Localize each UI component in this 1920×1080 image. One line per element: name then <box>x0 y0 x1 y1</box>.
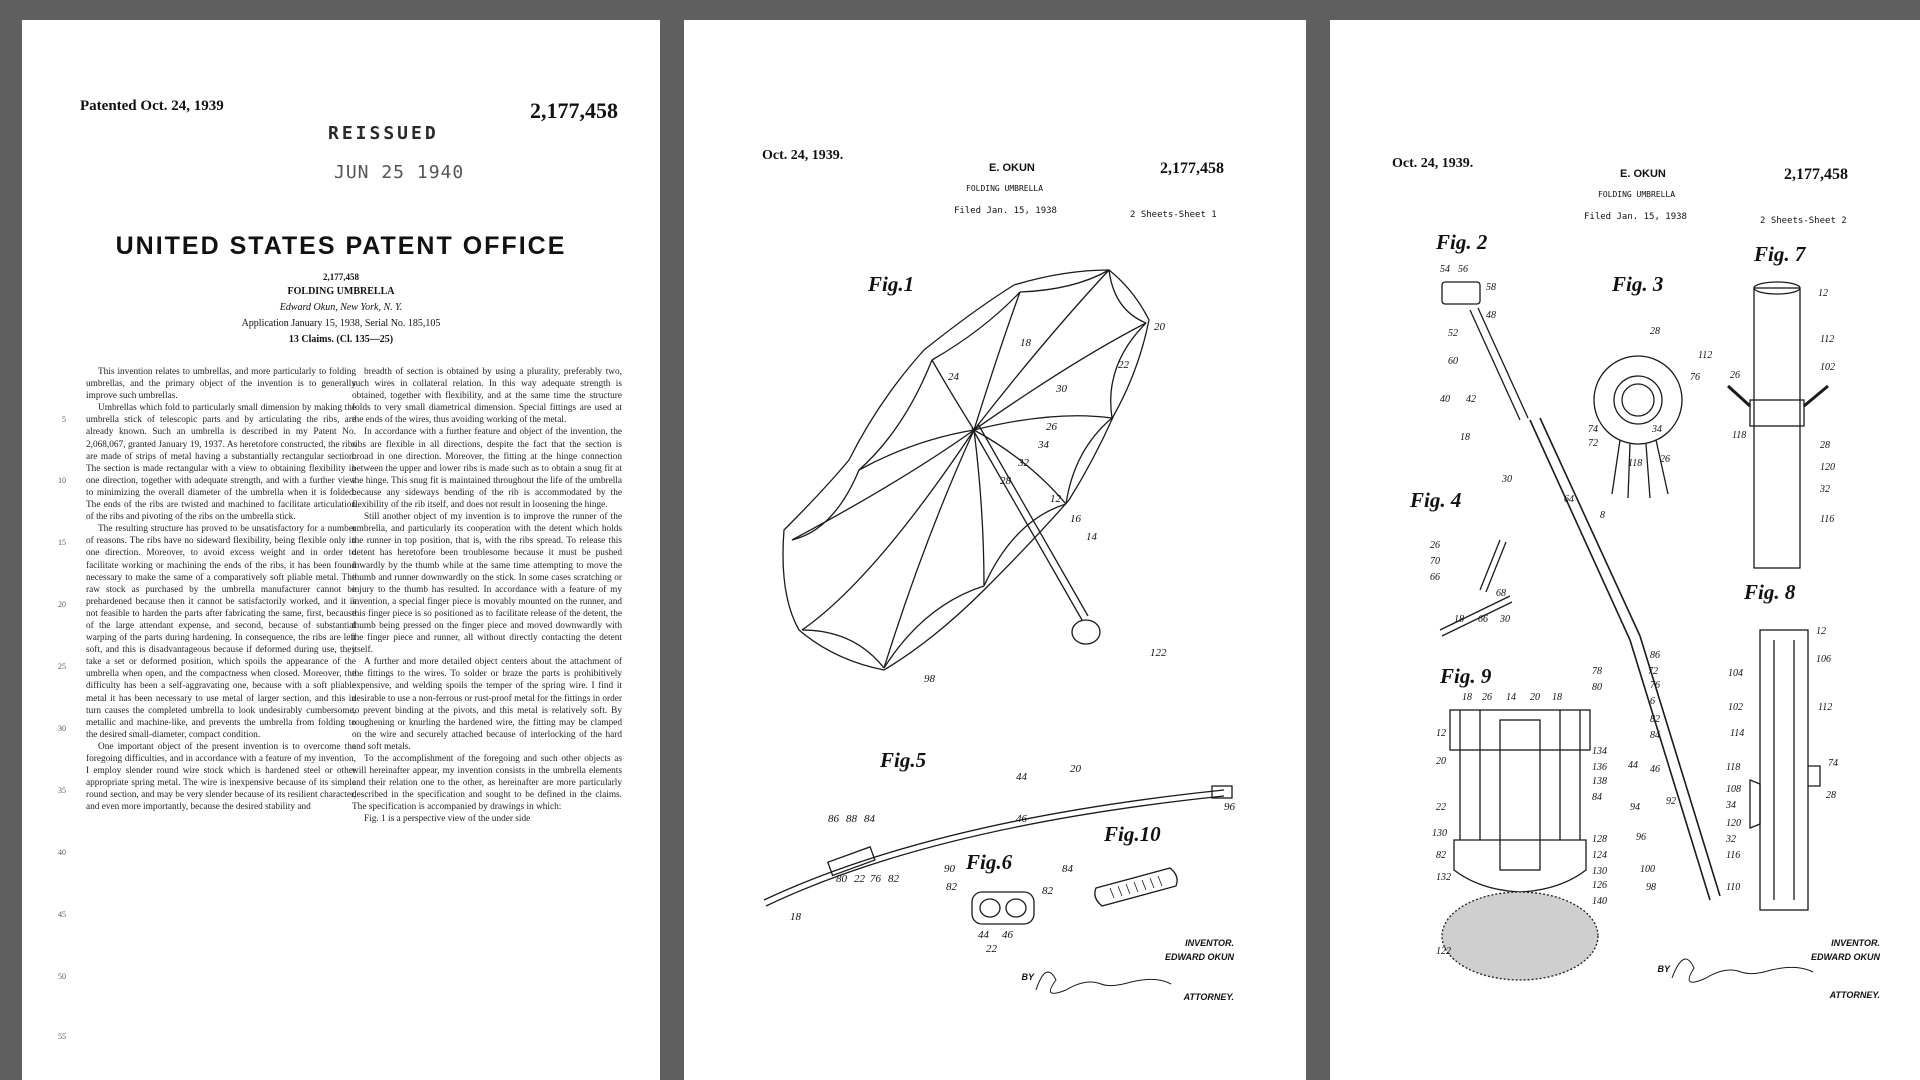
ref-numeral: 56 <box>1458 264 1468 275</box>
ref-numeral: 120 <box>1726 818 1741 829</box>
sheet-inventor: E. OKUN <box>1620 168 1666 180</box>
sheet-count: 2 Sheets-Sheet 2 <box>1760 216 1847 226</box>
ref-numeral: 90 <box>944 863 955 875</box>
umbrella-drawings-svg <box>684 20 1306 1080</box>
ref-numeral: 74 <box>1828 758 1838 769</box>
by-label: BY <box>1657 964 1670 974</box>
line-number: 10 <box>58 476 66 485</box>
fig3-runner-outer <box>1594 356 1682 444</box>
line-number: 50 <box>58 972 66 981</box>
ref-numeral: 44 <box>978 929 989 941</box>
canopy-scallop <box>792 270 1146 668</box>
ref-numeral: 26 <box>1660 454 1670 465</box>
ref-numeral: 26 <box>1730 370 1740 381</box>
ref-numeral: 54 <box>1440 264 1450 275</box>
ref-numeral: 60 <box>1448 356 1458 367</box>
fig-6-label: Fig.6 <box>966 850 1013 874</box>
fig2-fitting <box>1442 282 1480 304</box>
detail-drawings-svg <box>1330 20 1920 1080</box>
fig-1-label: Fig.1 <box>868 272 915 296</box>
ref-numeral: 140 <box>1592 896 1607 907</box>
ref-numeral: 86 <box>1650 650 1660 661</box>
line-number: 15 <box>58 538 66 547</box>
ref-numeral: 120 <box>1820 462 1835 473</box>
umbrella-handle <box>1072 620 1100 644</box>
patent-number: 2,177,458 <box>530 98 618 123</box>
text-column-left <box>86 366 356 813</box>
line-number: 40 <box>58 848 66 857</box>
ref-numeral: 18 <box>1552 692 1562 703</box>
ref-numeral: 118 <box>1726 762 1741 773</box>
ref-numeral: 12 <box>1818 288 1828 299</box>
ref-numeral: 66 <box>1478 614 1488 625</box>
ref-numeral: 88 <box>846 813 857 825</box>
paragraph: Still another object of my invention is to improve the runner of the umbrella, and particularly its cooperation with the detent which holds the runner in top position, that is, with the ribs spread. To release this detent has heretofore been troublesome because it must be pushed inwardly by the thumb while at the same time attempting to move the thumb and runner downwardly on the stick. In some cases scratching or injury to the thumb has resulted. In accordance with a feature of my invention, a special finger piece is movably mounted on the runner, and this finger piece is so positioned as to facilitate release of the detent, the thumb being pressed on the finger piece and moved downwardly with the finger piece and runner, all without directly contacting the detent itself. <box>352 512 622 656</box>
fig10-knurl <box>1110 876 1162 898</box>
fig-9-label: Fig. 9 <box>1440 664 1492 688</box>
drawing-sheet-1 <box>684 20 1306 1080</box>
fig2-lower-stick <box>1630 636 1720 900</box>
ref-numeral: 26 <box>1430 540 1440 551</box>
text-column-right <box>352 366 622 826</box>
ref-numeral: 100 <box>1640 864 1655 875</box>
ref-numeral: 112 <box>1820 334 1835 345</box>
line-number: 55 <box>58 1032 66 1041</box>
patent-number-small: 2,177,458 <box>323 272 359 282</box>
fig-3-label: Fig. 3 <box>1612 272 1664 296</box>
ref-numeral: 76 <box>1650 680 1660 691</box>
line-number: 20 <box>58 600 66 609</box>
ref-numeral: 18 <box>790 911 801 923</box>
canopy-edge <box>783 270 1149 670</box>
ref-numeral: 44 <box>1016 771 1027 783</box>
ref-numeral: 14 <box>1506 692 1516 703</box>
sheet-filed: Filed Jan. 15, 1938 <box>954 206 1057 216</box>
ref-numeral: 82 <box>1042 885 1053 897</box>
fig8-inner <box>1774 640 1794 900</box>
fig5-rib <box>764 790 1224 906</box>
paragraph: In accordance with a further feature and object of the invention, the ribs are flexible in all directions, despite the fact that the section is broad in one direction. Moreover, the fitting at the hinge connection between the upper and lower ribs is made such as to obtain a snug fit at the hinge. This snug fit is maintained throughout the life of the umbrella because any sideways bending of the rib is accommodated by the flexibility of the rib itself, and does not result in loosening the hinge. <box>352 427 622 511</box>
fig3-ribs <box>1612 440 1668 498</box>
sheet-title: FOLDING UMBRELLA <box>1598 190 1676 199</box>
fig9-housing <box>1454 840 1586 892</box>
paragraph: Fig. 1 is a perspective view of the under side <box>364 814 531 825</box>
ref-numeral: 32 <box>1820 484 1830 495</box>
ref-numeral: 80 <box>836 873 847 885</box>
ref-numeral: 22 <box>1118 359 1129 371</box>
ref-numeral: 82 <box>888 873 899 885</box>
fig3-runner-inner <box>1614 376 1662 424</box>
ref-numeral: 96 <box>1636 832 1646 843</box>
ref-numeral: 12 <box>1436 728 1446 739</box>
reissued-stamp: REISSUED <box>328 123 439 144</box>
ref-numeral: 28 <box>1650 326 1660 337</box>
fig-2-label: Fig. 2 <box>1436 230 1488 254</box>
ref-numeral: 18 <box>1460 432 1470 443</box>
ref-numeral: 98 <box>924 673 935 685</box>
fig2-stick <box>1530 418 1643 640</box>
ref-numeral: 44 <box>1628 760 1638 771</box>
fig3-runner-core <box>1622 384 1654 416</box>
ref-numeral: 78 <box>1592 666 1602 677</box>
patented-date: Patented Oct. 24, 1939 <box>80 98 224 114</box>
fig6-section <box>972 892 1034 924</box>
paragraph: To the accomplishment of the foregoing and such other objects as will hereinafter appear, my invention consists in the umbrella elements and their relation one to the other, as hereinafter are more particularly described in the specification and sought to be defined in the claims. The specification is accompanied by drawings in which: <box>352 754 622 813</box>
ref-numeral: 112 <box>1698 350 1713 361</box>
ref-numeral: 132 <box>1436 872 1451 883</box>
ref-numeral: 22 <box>1436 802 1446 813</box>
ref-numeral: 122 <box>1150 647 1167 659</box>
canopy-ribs <box>792 270 1146 668</box>
ref-numeral: 104 <box>1728 668 1743 679</box>
ref-numeral: 110 <box>1726 882 1741 893</box>
drawing-sheet-2 <box>1330 20 1920 1080</box>
fig9-handle <box>1442 892 1598 980</box>
attorney-signature <box>1672 959 1813 982</box>
attorney-label: ATTORNEY. <box>1183 992 1234 1002</box>
ref-numeral: 76 <box>870 873 881 885</box>
fig-4-label: Fig. 4 <box>1410 488 1462 512</box>
ref-numeral: 84 <box>1650 730 1660 741</box>
sheet-date: Oct. 24, 1939. <box>1392 156 1474 171</box>
ref-numeral: 34 <box>1726 800 1736 811</box>
ref-numeral: 138 <box>1592 776 1607 787</box>
line-number: 45 <box>58 910 66 919</box>
ref-numeral: 122 <box>1436 946 1451 957</box>
sheet-inventor: E. OKUN <box>989 162 1035 174</box>
application-line: Application January 15, 1938, Serial No. 185,105 <box>241 318 441 329</box>
ref-numeral: 12 <box>1050 493 1061 505</box>
ref-numeral: 84 <box>1592 792 1602 803</box>
inventor-name: EDWARD OKUN <box>1811 952 1880 962</box>
ref-numeral: 124 <box>1592 850 1607 861</box>
ref-numeral: 68 <box>1496 588 1506 599</box>
ref-numeral: 58 <box>1486 282 1496 293</box>
sheet-patent-number: 2,177,458 <box>1784 166 1848 183</box>
ref-numeral: 48 <box>1486 310 1496 321</box>
fig9-rods <box>1460 710 1580 840</box>
ref-numeral: 102 <box>1820 362 1835 373</box>
fig6-wire-right <box>1006 899 1026 917</box>
fig9-runner-top <box>1450 710 1590 750</box>
ref-numeral: 74 <box>1588 424 1598 435</box>
claims-line: 13 Claims. (Cl. 135—25) <box>288 334 394 345</box>
sheet-date: Oct. 24, 1939. <box>762 148 844 163</box>
ref-numeral: 134 <box>1592 746 1607 757</box>
fig-8-label: Fig. 8 <box>1744 580 1796 604</box>
ref-numeral: 82 <box>1436 850 1446 861</box>
fig9-core <box>1500 720 1540 870</box>
ref-numeral: 130 <box>1592 866 1607 877</box>
ref-numeral: 30 <box>1500 614 1510 625</box>
ref-numeral: 46 <box>1650 764 1660 775</box>
ref-numeral: 118 <box>1628 458 1643 469</box>
ref-numeral: 18 <box>1020 337 1031 349</box>
ref-numeral: 114 <box>1730 728 1745 739</box>
ref-numeral: 92 <box>1666 796 1676 807</box>
attorney-label: ATTORNEY. <box>1829 990 1880 1000</box>
ref-numeral: 136 <box>1592 762 1607 773</box>
sheet-filed: Filed Jan. 15, 1938 <box>1584 212 1687 222</box>
paragraph: This invention relates to umbrellas, and more particularly to folding umbrellas, and the primary object of the invention is to generally improve such umbrellas. <box>86 367 356 402</box>
ref-numeral: 20 <box>1530 692 1540 703</box>
ref-numeral: 112 <box>1818 702 1833 713</box>
fig-10-label: Fig.10 <box>1104 822 1161 846</box>
ref-numeral: 30 <box>1056 383 1067 395</box>
ref-numeral: 46 <box>1016 813 1027 825</box>
by-label: BY <box>1021 972 1034 982</box>
ref-numeral: 18 <box>1462 692 1472 703</box>
ref-numeral: 72 <box>1648 666 1658 677</box>
fig2-rib <box>1470 308 1528 420</box>
ref-numeral: 26 <box>1046 421 1057 433</box>
ref-numeral: 116 <box>1820 514 1835 525</box>
inventor-name: EDWARD OKUN <box>1165 952 1234 962</box>
ref-numeral: 34 <box>1652 424 1662 435</box>
paragraph: Umbrellas which fold to particularly small dimension by making the umbrella stick of telescopic parts and by articulating the ribs, are already known. Such an umbrella is described in my Patent No. 2,068,067, granted January 19, 1937. As heretofore constructed, the ribs are made of strips of metal having a substantially rectangular section. The section is made rectangular with a view to obtaining flexibility in one direction, together with adequate strength, and with a further view to minimizing the overall diameter of the umbrella when it is folded. The ends of the ribs are twisted and machined to facilitate articulation of the ribs and pivoting of the ribs on the umbrella stick. <box>86 403 356 523</box>
fig-7-label: Fig. 7 <box>1754 242 1806 266</box>
fig6-wire-left <box>980 899 1000 917</box>
sheet-patent-number: 2,177,458 <box>1160 160 1224 177</box>
paragraph: The resulting structure has proved to be unsatisfactory for a number of reasons. The ribs have no sideward flexibility, being flexible only in one direction. Moreover, to avoid excess weight and in order to facilitate working or machining the ends of the ribs, it has been found necessary to make the same of a comparatively soft pliable metal. The raw stock as purchased by the umbrella manufacturer cannot be prehardened because then it cannot be satisfactorily worked, and it is not feasible to harden the parts after fabricating the same, first, because of the large attendant expense, and second, because of substantial warping of the parts during hardening. In consequence, the ribs are left soft, and this is disadvantageous because if deformed during use, they take a set or deformed position, which spoils the appearance of the umbrella when open, and the compactness when closed. Moreover, the difficulty has been a self-aggravating one, because with a soft pliable metal it has been necessary to use metal of larger section, and this in turn causes the completed umbrella to look undesirably cumbersome, metallic and machine-like, and prevents the umbrella from folding to the desired small-diameter, compact condition. <box>86 524 356 740</box>
ref-numeral: 102 <box>1728 702 1743 713</box>
ref-numeral: 8 <box>1600 510 1605 521</box>
ref-numeral: 98 <box>1646 882 1656 893</box>
ref-numeral: 84 <box>1062 863 1073 875</box>
ref-numeral: 20 <box>1070 763 1081 775</box>
ref-numeral: 16 <box>1070 513 1081 525</box>
ref-numeral: 24 <box>948 371 959 383</box>
paragraph: One important object of the present invention is to overcome the foregoing difficulties, and in accordance with a feature of my invention, I employ slender round wire stock which is hardened steel or other appropriate spring metal. The wire is inexpensive because of its simple round section, and may be very slender because of its resilient character, and even more importantly, because the desired stability and <box>86 741 356 813</box>
fig8-tube <box>1760 630 1808 910</box>
ref-numeral: 82 <box>1650 714 1660 725</box>
ref-numeral: 12 <box>1816 626 1826 637</box>
paragraph: breadth of section is obtained by using a plurality, preferably two, such wires in collateral relation. In this way adequate strength is obtained, together with flexibility, and at the same time the structure folds to very small diametrical dimension. Special fittings are used at the ends of the wires, thus avoiding working of the metal. <box>352 367 622 426</box>
ref-numeral: 70 <box>1430 556 1440 567</box>
ref-numeral: 106 <box>1816 654 1831 665</box>
ref-numeral: 34 <box>1038 439 1049 451</box>
ref-numeral: 14 <box>1086 531 1097 543</box>
patent-title: FOLDING UMBRELLA <box>287 286 395 297</box>
ref-numeral: 42 <box>1466 394 1476 405</box>
patent-text-page <box>22 20 660 1080</box>
ref-numeral: 20 <box>1154 321 1165 333</box>
inventor-line: Edward Okun, New York, N. Y. <box>279 302 403 313</box>
ref-numeral: 126 <box>1592 880 1607 891</box>
ref-numeral: 82 <box>946 881 957 893</box>
ref-numeral: 20 <box>1436 756 1446 767</box>
sheet-title: FOLDING UMBRELLA <box>966 184 1044 193</box>
ref-numeral: 28 <box>1820 440 1830 451</box>
attorney-signature <box>1036 972 1171 993</box>
sheet-count: 2 Sheets-Sheet 1 <box>1130 210 1217 220</box>
ref-numeral: 40 <box>1440 394 1450 405</box>
ref-numeral: 26 <box>1482 692 1492 703</box>
ref-numeral: 116 <box>1726 850 1741 861</box>
ref-numeral: 30 <box>1502 474 1512 485</box>
ref-numeral: 80 <box>1592 682 1602 693</box>
fig-5-label: Fig.5 <box>880 748 927 772</box>
ref-numeral: 84 <box>864 813 875 825</box>
inventor-label: INVENTOR. <box>1831 938 1880 948</box>
ref-numeral: 108 <box>1726 784 1741 795</box>
inventor-label: INVENTOR. <box>1185 938 1234 948</box>
patent-office-heading: UNITED STATES PATENT OFFICE <box>115 232 567 260</box>
ref-numeral: 64 <box>1564 494 1574 505</box>
ref-numeral: 28 <box>1000 475 1011 487</box>
ref-numeral: 52 <box>1448 328 1458 339</box>
paragraph: A further and more detailed object centers about the attachment of the fittings to the wires. To solder or braze the parts is prohibitively expensive, and welding spoils the temper of the spring wire. I find it desirable to use a non-ferrous or rust-proof metal for the fittings in order to prevent binding at the pivots, and this metal is relatively soft. By roughening or knurling the hardened wire, the fitting may be clamped on the wire and securely attached because of interlocking of the hard and soft metals. <box>352 657 622 752</box>
ref-numeral: 128 <box>1592 834 1607 845</box>
fig7-ribs <box>1728 386 1828 406</box>
line-number: 35 <box>58 786 66 795</box>
ref-numeral: 22 <box>854 873 865 885</box>
ref-numeral: 22 <box>986 943 997 955</box>
ref-numeral: 94 <box>1630 802 1640 813</box>
line-number: 25 <box>58 662 66 671</box>
ref-numeral: 76 <box>1690 372 1700 383</box>
ref-numeral: 32 <box>1726 834 1736 845</box>
fig7-tube <box>1754 288 1800 568</box>
ref-numeral: 118 <box>1732 430 1747 441</box>
ref-numeral: 96 <box>1224 801 1235 813</box>
ref-numeral: 32 <box>1018 457 1029 469</box>
ref-numeral: 86 <box>828 813 839 825</box>
ref-numeral: 46 <box>1002 929 1013 941</box>
ref-numeral: 130 <box>1432 828 1447 839</box>
line-number: 5 <box>62 415 66 424</box>
ref-numeral: 18 <box>1454 614 1464 625</box>
line-number: 30 <box>58 724 66 733</box>
ref-numeral: 72 <box>1588 438 1598 449</box>
ref-numeral: 28 <box>1826 790 1836 801</box>
reissue-date-stamp: JUN 25 1940 <box>334 162 465 183</box>
ref-numeral: 6 <box>1650 696 1655 707</box>
ref-numeral: 66 <box>1430 572 1440 583</box>
fig7-band <box>1750 400 1804 426</box>
